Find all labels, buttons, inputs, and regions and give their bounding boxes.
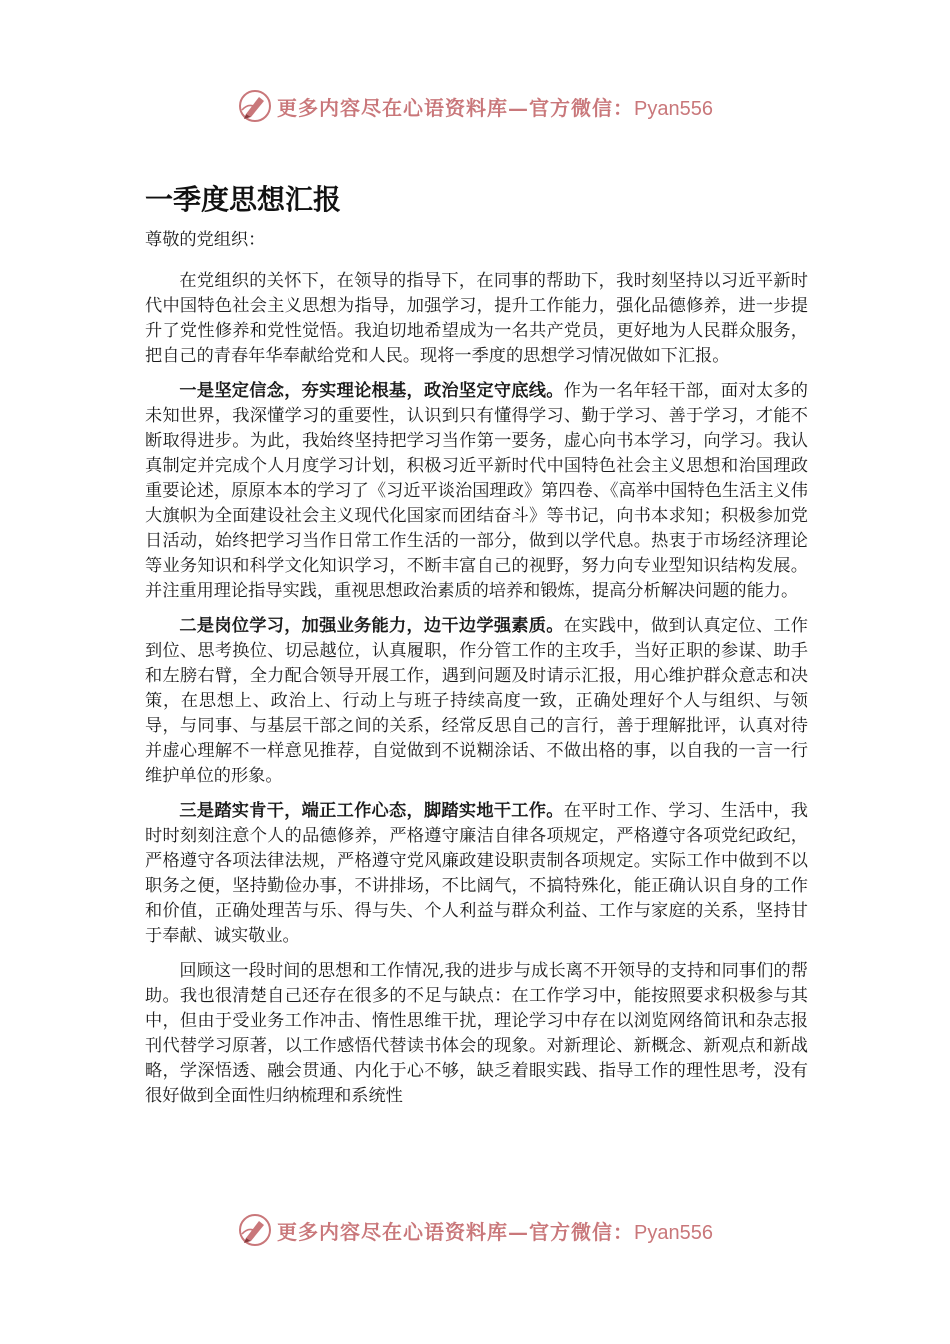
document-title: 一季度思想汇报 xyxy=(145,183,342,216)
banner-text: 更多内容尽在心语资料库—官方微信：Pyan556 xyxy=(277,1219,713,1244)
header-banner xyxy=(0,86,950,126)
section-lead: 二是岗位学习，加强业务能力，边干边学强素质。 xyxy=(179,616,564,636)
document-body xyxy=(145,228,808,1119)
salutation: 尊敬的党组织： xyxy=(145,230,266,250)
pen-logo-icon xyxy=(237,1212,273,1248)
section-paragraph xyxy=(145,379,808,604)
section-body: 在实践中，做到认真定位、工作到位、思考换位、切忌越位，认真履职，作分管工作的主攻手，当好正职的参谋、助手和左膀右臂，全力配合领导开展工作，遇到问题及时请示汇报，用心维护群众意志和决策，在思想上、政治上、行动上与班子持续高度一致，正确处理好个人与组织、与领导，与同事、与基层干部之间的关系，经常反思自己的言行，善于理解批评，认真对待并虚心理解不一样意见推荐，自觉做到不说糊涂话、不做出格的事，以自我的一言一行维护单位的形象。 xyxy=(145,616,808,786)
banner-text: 更多内容尽在心语资料库—官方微信：Pyan556 xyxy=(277,95,713,120)
footer-banner xyxy=(0,1210,950,1250)
section-body: 作为一名年轻干部，面对太多的未知世界，我深懂学习的重要性，认识到只有懂得学习、勤于学习、善于学习，才能不断取得进步。为此，我始终坚持把学习当作第一要务，虚心向书本学习，向学习。我认真制定并完成个人月度学习计划，积极习近平新时代中国特色社会主义思想和治国理政重要论述，原原本本的学习了《习近平谈治国理政》第四卷、《高举中国特色生活主义伟大旗帜为全面建设社会主义现代化国家而团结奋斗》等书记，向书本求知；积极参加党日活动，始终把学习当作日常工作生活的一部分，做到以学代息。热衷于市场经济理论等业务知识和科学文化知识学习，不断丰富自己的视野，努力向专业型知识结构发展。并注重用理论指导实践，重视思想政治素质的培养和锻炼，提高分析解决问题的能力。 xyxy=(145,381,808,601)
section-paragraph xyxy=(145,614,808,789)
pen-logo-icon xyxy=(237,88,273,124)
wechat-handle: Pyan556 xyxy=(634,97,713,120)
review-paragraph: 回顾这一段时间的思想和工作情况,我的进步与成长离不开领导的支持和同事们的帮助。我也很清楚自己还存在很多的不足与缺点：在工作学习中，能按照要求积极参与其中，但由于受业务工作冲击、惰性思维干扰，理论学习中存在以浏览网络简讯和杂志报刊代替学习原著，以工作感悟代替读书体会的现象。对新理论、新概念、新观点和新战略，学深悟透、融会贯通、内化于心不够，缺乏着眼实践、指导工作的理性思考，没有很好做到全面性归纳梳理和系统性 xyxy=(145,961,808,1106)
section-body: 在平时工作、学习、生活中，我时时刻刻注意个人的品德修养，严格遵守廉洁自律各项规定，严格遵守各项党纪政纪，严格遵守各项法律法规，严格遵守党风廉政建设职责制各项规定。实际工作中做到不以职务之便，坚持勤俭办事，不讲排场，不比阔气，不搞特殊化，能正确认识自身的工作和价值，正确处理苦与乐、得与失、个人利益与群众利益、工作与家庭的关系，坚持甘于奉献、诚实敬业。 xyxy=(145,801,808,946)
section-lead: 一是坚定信念，夯实理论根基，政治坚定守底线。 xyxy=(179,381,564,401)
section-paragraph xyxy=(145,799,808,949)
intro-paragraph: 在党组织的关怀下，在领导的指导下，在同事的帮助下，我时刻坚持以习近平新时代中国特色社会主义思想为指导，加强学习，提升工作能力，强化品德修养，进一步提升了党性修养和党性觉悟。我迫切地希望成为一名共产党员，更好地为人民群众服务，把自己的青春年华奉献给党和人民。现将一季度的思想学习情况做如下汇报。 xyxy=(145,271,808,366)
wechat-handle: Pyan556 xyxy=(634,1221,713,1244)
section-lead: 三是踏实肯干，端正工作心态，脚踏实地干工作。 xyxy=(179,801,564,821)
